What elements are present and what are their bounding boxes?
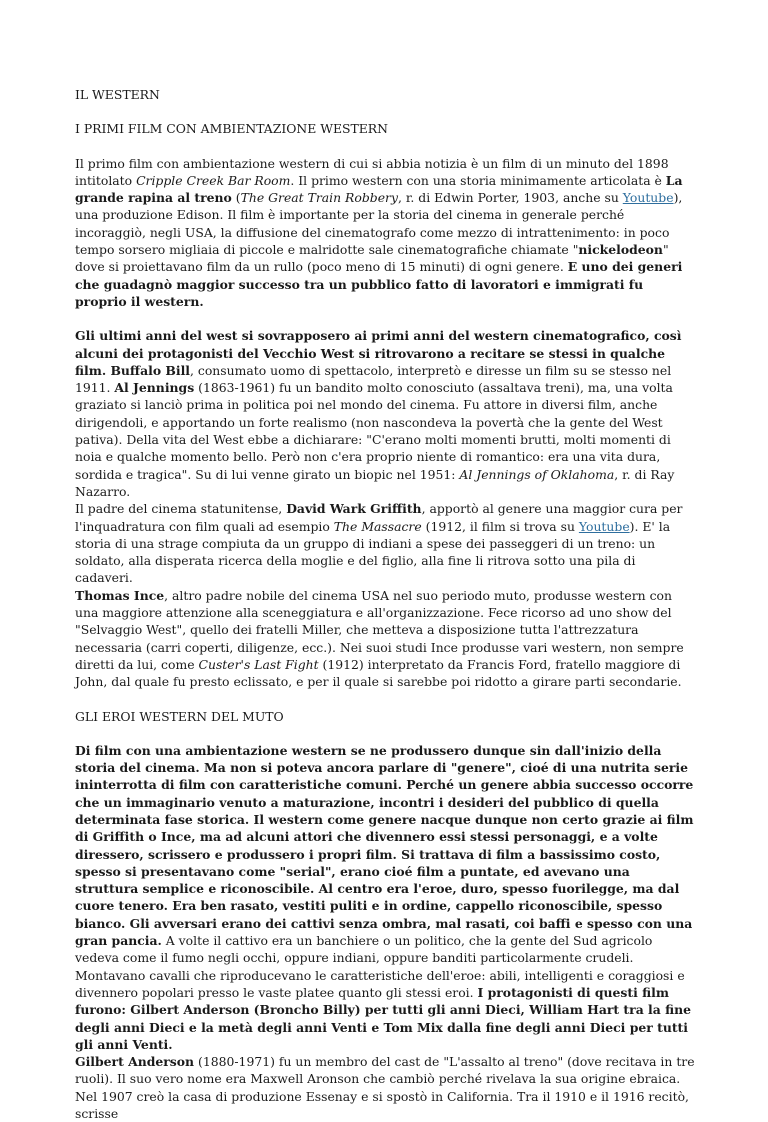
text-run: ( bbox=[231, 190, 241, 206]
text-run: , consumato uomo di spettacolo, interpretò e diresse un film su se stesso nel 1911. bbox=[75, 362, 672, 396]
paragraph-gilbert-anderson bbox=[75, 1053, 695, 1122]
text-run: , r. di Ray Nazarro. bbox=[75, 466, 675, 499]
paragraph-griffith bbox=[75, 500, 695, 586]
bold-text: Di film con una ambientazione western se ne produssero dunque sin dall'inizio della storia del cinema. Ma non si poteva ancora parlare di "genere", cioé di una nutrita serie ininterrotta di film con caratteristiche comuni. Perché un genere abbia successo occorre che un immaginario venuto a maturazione, incontri i desideri del pubblico di quella determinata fase storica. Il western come genere nacque dunque non certo grazie ai film di Griffith o Ince, ma ad alcuni attori che divennero essi stessi personaggi, e a volte diressero, scrissero e produssero i propri film. Si trattava di film a bassissimo costo, spesso si presentavano come "serial", erano cioé film a puntate, ed avevano una struttura semplice e riconoscibile. Al centro era l'eroe, duro, spesso fuorilegge, ma dal cuore tenero. Era ben rasato, vestiti puliti e in ordine, cappello riconoscibile, spesso bianco. Gli avversari erano dei cattivi senza ombra, mal rasati, coi baffi e spesso con una gran pancia. bbox=[75, 742, 694, 949]
text-run: , altro padre nobile del cinema USA nel suo periodo muto, produsse western con una maggiore attenzione alla sceneggiatura e all'organizzazione. Fece ricorso ad uno show del "Selvaggio West", quello dei fratelli Miller, che metteva a disposizione tutta l'attrezzatura necessaria (carri coperti, diligenze, ecc.). Nei suoi studi Ince produsse vari western, non sempre diretti da lui, come bbox=[75, 587, 684, 672]
text-run: (1912, il film si trova su bbox=[421, 518, 579, 534]
bold-text: La grande rapina al treno bbox=[75, 172, 683, 206]
text-run: , apportò al genere una maggior cura per l'inquadratura con film quali ad esempio bbox=[75, 501, 683, 534]
bold-text: Gilbert Anderson bbox=[75, 1054, 195, 1070]
text-run: (1863-1961) fu un bandito molto conosciuto (assaltava treni), ma, una volta graziato si lanciò prima in politica poi nel mondo del cinema. Fu attore in diversi film, anche dirigendoli, e apportando un forte realismo (non nascondeva la povertà che la gente del West pativa). Della vita del West ebbe a dichiarare: "C'erano molti momenti brutti, molti momenti di noia e qualche momento bello. Però non c'era proprio niente di romantico: era una vita dura, sordida e tragica". Su di lui venne girato un biopic nel 1951: bbox=[75, 380, 673, 482]
text-run: ), una produzione Edison. Il film è importante per la storia del cinema in generale perché incoraggiò, negli USA, la diffusione del cinematografo come mezzo di intrattenimento: in poco tempo sorsero migliaia di piccole e malridotte sale cinematografiche chiamate " bbox=[75, 190, 683, 258]
document-title: IL WESTERN bbox=[75, 87, 160, 102]
text-run: (1912) interpretato da Francis Ford, fratello maggiore di John, dal quale fu presto eclissato, e per il quale si sarebbe poi ridotto a girare parti secondarie. bbox=[75, 656, 682, 690]
bold-text: E uno dei generi che guadagnò maggior successo tra un pubblico fatto di lavoratori e immigrati fu proprio il western. bbox=[75, 259, 683, 309]
italic-title: Cripple Creek Bar Room bbox=[136, 172, 291, 188]
text-run: A volte il cattivo era un banchiere o un politico, che la gente del Sud agricolo vedeva come il fumo negli occhi, oppure indiani, oppure banditi particolarmente crudeli. Montavano cavalli che riproducevano le caratteristiche dell'eroe: abili, intelligenti e coraggiosi e divennero popolari presso le vaste platee quanto gli stessi eroi. bbox=[75, 933, 685, 1000]
paragraph-thomas-ince bbox=[75, 587, 695, 691]
italic-title: Custer's Last Fight bbox=[198, 656, 319, 672]
italic-title: The Great Train Robbery bbox=[240, 190, 398, 206]
text-run: Il primo film con ambientazione western di cui si abbia notizia è un film di un minuto del 1898 intitolato bbox=[75, 155, 669, 188]
italic-title: Al Jennings of Oklahoma bbox=[459, 466, 615, 482]
document-page bbox=[75, 86, 695, 1122]
paragraph-western-genre bbox=[75, 742, 695, 1053]
youtube-link[interactable]: Youtube bbox=[578, 518, 630, 534]
text-run: (1880-1971) fu un membro del cast de "L'assalto al treno" (dove recitava in tre ruoli). Il suo vero nome era Maxwell Aronson che cambiò perché rivelava la sua origine ebraica. Nel 1907 creò la casa di produzione Essenay e si spostò in California. Tra il 1910 e il 1916 recitò, scrisse bbox=[75, 1054, 695, 1122]
italic-title: The Massacre bbox=[333, 518, 422, 534]
section-heading-silent-heroes: GLI EROI WESTERN DEL MUTO bbox=[75, 708, 284, 724]
bold-text: Al Jennings bbox=[114, 380, 195, 396]
paragraph-first-films bbox=[75, 155, 695, 311]
bold-text: Gli ultimi anni del west si sovrapposero ai primi anni del western cinematografico, così alcuni dei protagonisti del Vecchio West si ritrovarono a recitare se stessi in qualche film. Buffalo Bill bbox=[75, 328, 682, 378]
text-run: " dove si proiettavano film da un rullo (poco meno di 15 minuti) di ogni genere. bbox=[75, 242, 669, 275]
text-run: Il padre del cinema statunitense, bbox=[75, 501, 287, 517]
youtube-link[interactable]: Youtube bbox=[622, 190, 674, 206]
bold-text: I protagonisti di questi film furono: Gilbert Anderson (Broncho Billy) per tutti gli anni Dieci, William Hart tra la fine degli anni Dieci e la metà degli anni Venti e Tom Mix dalla fine degli anni Dieci per tutti gli anni Venti. bbox=[75, 984, 691, 1052]
paragraph-old-west-protagonists bbox=[75, 327, 695, 500]
bold-text: Thomas Ince bbox=[75, 587, 165, 603]
text-run: , r. di Edwin Porter, 1903, anche su bbox=[397, 190, 623, 206]
text-run: ). E' la storia di una strage compiuta da un gruppo di indiani a spese dei passeggeri di un treno: un soldato, alla disperata ricerca della moglie e del figlio, alla fine li ritrova sotto una pila di cadaveri. bbox=[75, 518, 671, 586]
section-heading-first-films: I PRIMI FILM CON AMBIENTAZIONE WESTERN bbox=[75, 121, 388, 137]
bold-text: nickelodeon bbox=[578, 242, 663, 258]
bold-text: David Wark Griffith bbox=[286, 501, 422, 517]
text-run: . Il primo western con una storia minimamente articolata è bbox=[290, 172, 666, 188]
